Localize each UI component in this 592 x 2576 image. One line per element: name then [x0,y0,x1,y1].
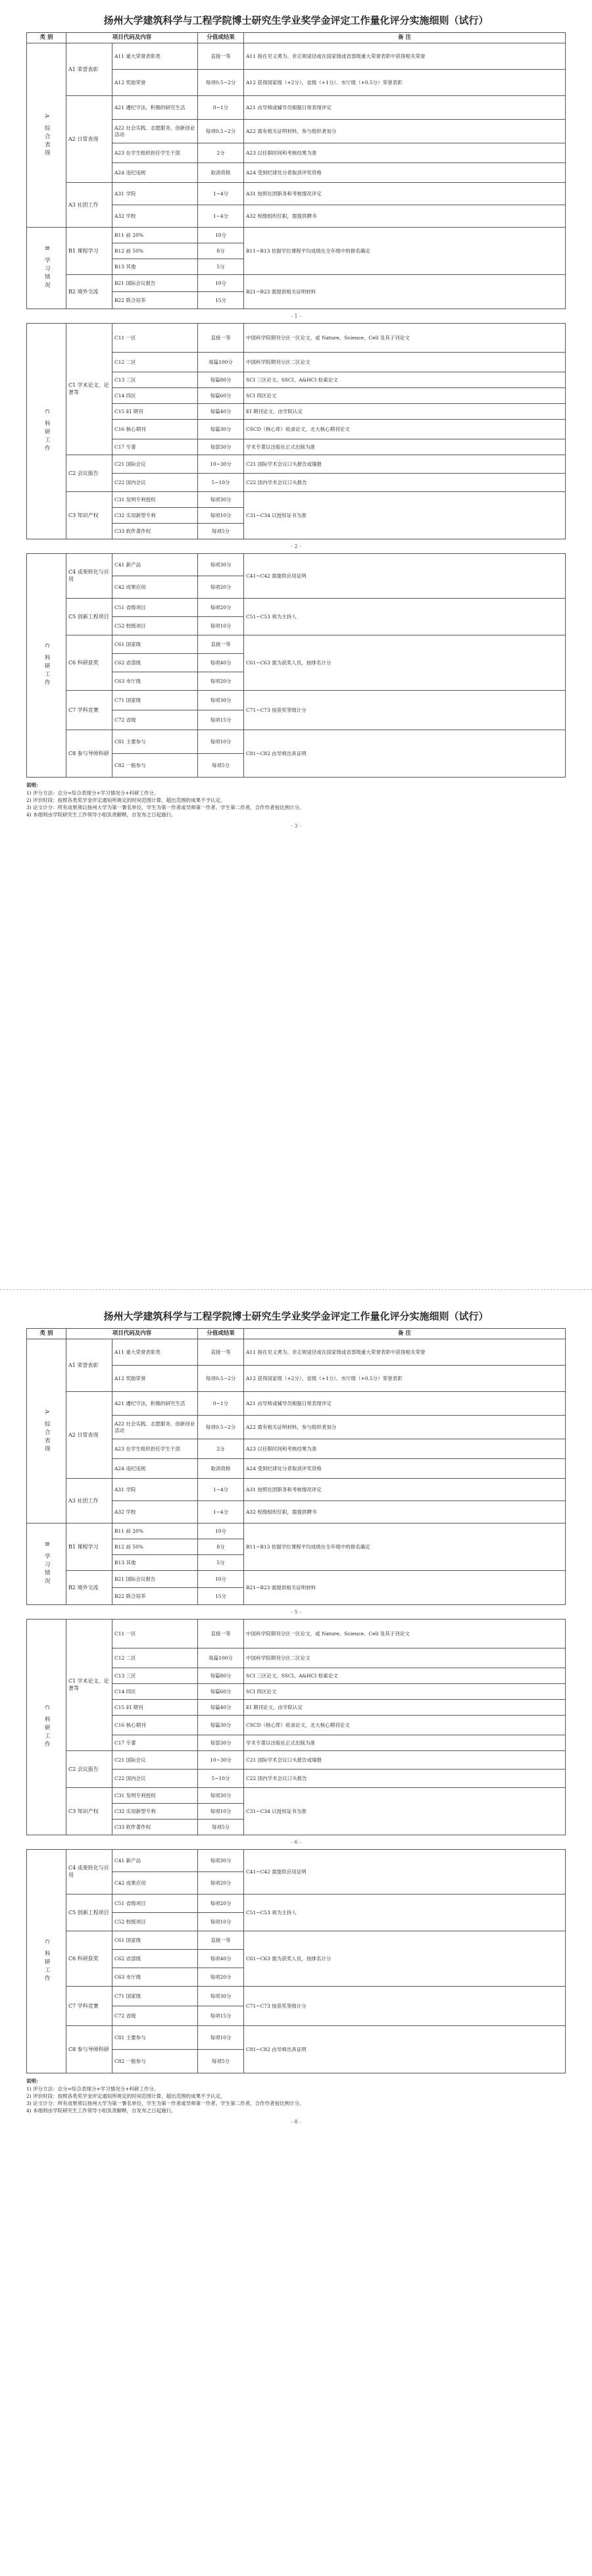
page-number: - 8 - [291,2118,301,2125]
table-row [27,96,566,120]
item-code: A24 违纪违规 [112,163,198,183]
group-c7: C7 学科竞赛 [66,1987,112,2026]
item-score: 每项10分 [198,617,244,635]
table-row [27,635,566,654]
item-code: C82 一般参与 [112,754,198,778]
item-code: A21 遵纪守法，积极的研究生活 [112,96,198,120]
item-code: C15 EI 期刊 [112,1700,198,1716]
item-score: 直接一等 [198,43,244,70]
item-score: 每项30分 [198,1850,244,1872]
item-code: C22 国内会议 [112,474,198,492]
page-separator [0,1289,592,1290]
table-row [27,1339,566,1366]
table-header-row [27,1329,566,1339]
doc-title: 扬州大学建筑科学与工程学院博士研究生学业奖学金评定工作量化评分实施细则（试行） [103,1310,489,1322]
item-remark: A11 指在见义勇为、非正规途径或在国家级或省部级重大荣誉表彰中获得相关荣誉 [244,43,566,70]
item-code: C41 新产品 [112,554,198,576]
item-code: C32 实用新型专利 [112,508,198,524]
item-code: B22 联合培养 [112,1588,198,1605]
header-remark: 备 注 [244,33,566,43]
item-remark: C81~C82 由导师出具证明 [244,730,566,778]
item-remark: C41~C42 需提供应用证明 [244,554,566,599]
table-row [27,43,566,70]
item-code: C16 核心期刊 [112,420,198,439]
item-score: 10分 [198,1571,244,1588]
item-remark: C21 国际学术会议口头报告或墙报 [244,455,566,474]
item-score: 每项10分 [198,2026,244,2050]
score-table-part2-copy [26,1619,566,1835]
item-score: 每项5分 [198,2050,244,2073]
item-score: 每项10分 [198,1804,244,1820]
table-row [27,1392,566,1416]
item-remark: B21~B23 需提供相关证明材料 [244,275,566,309]
group-b2: B2 境外交流 [66,1571,112,1605]
item-code: B21 国际会议报告 [112,275,198,292]
item-remark: A31 按照社团职务和考核情况评定 [244,183,566,205]
item-code: C31 发明专利授权 [112,1788,198,1804]
item-remark: B11~B13 依据学位课程平均成绩在全年级中的排名确定 [244,1523,566,1571]
table-row [27,691,566,710]
table-row [27,492,566,508]
item-remark: C61~C63 需为获奖人员，按排名计分 [244,1931,566,1987]
item-remark: EI 期刊论文，由学院认定 [244,1700,566,1716]
item-score: 每项5分 [198,1820,244,1835]
table-row [27,730,566,754]
category-c: C 科研工作 [27,1620,66,1835]
item-score: 直接一等 [198,1339,244,1366]
item-remark: C51~C53 须为主持人 [244,599,566,635]
item-code: C62 省部级 [112,654,198,672]
document-copy-1 [26,13,566,833]
item-score: 每项30分 [198,1788,244,1804]
group-c6: C6 科研获奖 [66,1931,112,1987]
item-score: 8分 [198,1539,244,1555]
item-code: C16 核心期刊 [112,1716,198,1735]
item-score: 1~4分 [198,1479,244,1501]
group-a2: A2 日常表现 [66,96,112,183]
item-code: A32 学校 [112,1501,198,1523]
item-score: 每篇80分 [198,372,244,388]
item-remark: 中国科学院期刊分区一区论文，或 Nature、Science、Cell 及其子刊论文 [244,1620,566,1648]
table-row [27,1895,566,1913]
item-score: 直接一等 [198,1620,244,1648]
item-code: C52 校级项目 [112,1913,198,1931]
item-score: 每篇60分 [198,388,244,404]
item-code: A11 重大荣誉表彰类 [112,1339,198,1366]
group-b1: B1 课程学习 [66,1523,112,1571]
item-remark: C71~C73 按获奖等级计分 [244,691,566,730]
item-code: C12 二区 [112,1648,198,1668]
item-code: C42 成果应用 [112,576,198,599]
item-code: B13 其他 [112,259,198,275]
item-score: 5~10分 [198,1770,244,1788]
category-c: C 科研工作 [27,324,66,539]
header-category: 类 别 [27,1329,66,1339]
item-score: 每项20分 [198,576,244,599]
item-code: C11 一区 [112,324,198,353]
item-score: 10~30分 [198,455,244,474]
note-item: 1) 评分方法：总分=综合表现分+学习情况分+科研工作分。 [26,2085,159,2092]
item-remark: SCI 三区论文、SSCI、A&HCI 检索论文 [244,372,566,388]
table-row [27,455,566,474]
item-remark: C71~C73 按获奖等级计分 [244,1987,566,2026]
item-score: 15分 [198,1588,244,1605]
item-score: 每篇30分 [198,420,244,439]
item-remark: A24 受到纪律处分者取消评奖资格 [244,163,566,183]
item-score: 每项10分 [198,508,244,524]
page-number: - 1 - [291,313,301,320]
item-remark: SCI 三区论文、SSCI、A&HCI 检索论文 [244,1668,566,1684]
item-remark: C61~C63 需为获奖人员，按排名计分 [244,635,566,691]
item-code: C14 四区 [112,388,198,404]
notes-heading: 说明： [26,2078,41,2085]
item-remark: A23 以任职时间和考核结果为准 [244,1439,566,1459]
item-remark: 中国科学院期刊分区一区论文，或 Nature、Science、Cell 及其子刊论文 [244,324,566,353]
item-remark: 学术专著以出版社正式出版为准 [244,439,566,455]
item-remark: A12 获得国家级（+2分）、省级（+1分）、市厅级（+0.5分）荣誉表彰 [244,1366,566,1392]
item-code: C52 校级项目 [112,617,198,635]
item-remark: SCI 四区论文 [244,1684,566,1700]
group-a1: A1 荣誉表彰 [66,1339,112,1392]
item-score: 每项20分 [198,1968,244,1987]
item-remark: A31 按照社团职务和考核情况评定 [244,1479,566,1501]
item-score: 直接一等 [198,1931,244,1950]
item-score: 8分 [198,243,244,259]
item-remark: A11 指在见义勇为、非正规途径或在国家级或省部级重大荣誉表彰中获得相关荣誉 [244,1339,566,1366]
table-row [27,1987,566,2006]
item-score: 每项20分 [198,599,244,617]
item-code: C21 国际会议 [112,1751,198,1770]
item-score: 1~4分 [198,205,244,228]
item-code: C62 省部级 [112,1950,198,1968]
item-score: 取消资格 [198,163,244,183]
item-remark: C31~C34 以授权证书为准 [244,1788,566,1835]
category-a: A 综合表现 [27,43,66,228]
item-code: C61 国家级 [112,635,198,654]
note-item: 4) 本细则由学院研究生工作领导小组负责解释，自发布之日起施行。 [26,2108,176,2114]
item-remark: A32 校级组织任职，需提供聘书 [244,1501,566,1523]
item-remark: SCI 四区论文 [244,388,566,404]
item-code: B11 前 20% [112,228,198,243]
table-row [27,1751,566,1770]
item-score: 5分 [198,259,244,275]
table-row [27,554,566,576]
item-score: 每项0.5~2分 [198,1416,244,1439]
item-score: 直接一等 [198,635,244,654]
item-score: 每篇60分 [198,1684,244,1700]
item-remark: C21 国际学术会议口头报告或墙报 [244,1751,566,1770]
item-score: 每项0.5~2分 [198,1366,244,1392]
item-score: 每项15分 [198,710,244,730]
item-score: 每项30分 [198,1987,244,2006]
item-code: A23 在学生组织担任学生干部 [112,1439,198,1459]
note-item: 2) 评价时段：按照各类奖学金评定通知所规定的时间范围计算，超出范围的成果不予认定。 [26,2093,226,2099]
group-c2: C2 会议报告 [66,1751,112,1788]
item-score: 每篇100分 [198,353,244,372]
item-score: 2分 [198,143,244,163]
item-remark: B21~B23 需提供相关证明材料 [244,1571,566,1605]
item-score: 每部30分 [198,1735,244,1751]
item-remark: 学术专著以出版社正式出版为准 [244,1735,566,1751]
item-code: C21 国际会议 [112,455,198,474]
table-row [27,1788,566,1804]
item-code: B12 前 50% [112,243,198,259]
table-row [27,1931,566,1950]
item-score: 5分 [198,1555,244,1571]
item-score: 每项5分 [198,524,244,539]
item-remark: A21 由导师或辅导员根据日常表现评定 [244,1392,566,1416]
doc-title: 扬州大学建筑科学与工程学院博士研究生学业奖学金评定工作量化评分实施细则（试行） [103,14,489,26]
item-score: 每项30分 [198,492,244,508]
group-c3: C3 知识产权 [66,492,112,539]
item-code: C32 实用新型专利 [112,1804,198,1820]
item-code: C14 四区 [112,1684,198,1700]
item-score: 直接一等 [198,324,244,353]
item-code: A31 学院 [112,183,198,205]
item-score: 取消资格 [198,1459,244,1479]
item-code: A12 奖励荣誉 [112,70,198,96]
item-code: C41 新产品 [112,1850,198,1872]
document-copy-2 [26,1309,566,2129]
group-c8: C8 参与导师科研 [66,730,112,778]
item-score: 每项40分 [198,654,244,672]
item-code: A24 违纪违规 [112,1459,198,1479]
item-remark: C31~C34 以授权证书为准 [244,492,566,539]
item-code: B11 前 20% [112,1523,198,1539]
group-a2: A2 日常表现 [66,1392,112,1479]
item-score: 2分 [198,1439,244,1459]
note-item: 3) 论文计分：所有成果须以扬州大学为第一署名单位，学生为第一作者或导师第一作者、学生第二作者，合作作者按比例计分。 [26,805,305,811]
item-remark: C41~C42 需提供应用证明 [244,1850,566,1895]
score-table-part3 [26,553,566,778]
page-number: - 5 - [291,1609,301,1616]
category-b: B 学习情况 [27,1523,66,1605]
table-row [27,1850,566,1872]
item-score: 每篇80分 [198,1668,244,1684]
item-score: 0~1分 [198,1392,244,1416]
group-c7: C7 学科竞赛 [66,691,112,730]
item-code: A21 遵纪守法，积极的研究生活 [112,1392,198,1416]
item-code: C71 国家级 [112,691,198,710]
category-c-cont: C 科研工作 [27,554,66,778]
item-code: B21 国际会议报告 [112,1571,198,1588]
group-b2: B2 境外交流 [66,275,112,309]
group-c5: C5 创新工程项目 [66,1895,112,1931]
item-code: A22 社会实践、志愿服务、创新创业活动 [112,120,198,143]
item-score: 每项5分 [198,754,244,778]
score-table-part1-copy [26,1328,566,1605]
item-remark: 中国科学院期刊分区二区论文 [244,1648,566,1668]
item-remark: A22 需有相关证明材料，参与组织者加分 [244,1416,566,1439]
table-row [27,324,566,353]
item-code: C81 主要参与 [112,2026,198,2050]
table-row [27,1620,566,1648]
group-b1: B1 课程学习 [66,228,112,275]
header-code: 项目代码及内容 [66,33,198,43]
item-code: C13 三区 [112,372,198,388]
item-code: C82 一般参与 [112,2050,198,2073]
page-number: - 2 - [291,543,301,550]
item-score: 每项40分 [198,1950,244,1968]
item-code: C63 市厅级 [112,672,198,691]
group-c2: C2 会议报告 [66,455,112,492]
item-remark: A23 以任职时间和考核结果为准 [244,143,566,163]
item-code: C61 国家级 [112,1931,198,1950]
item-code: C22 国内会议 [112,1770,198,1788]
note-item: 3) 论文计分：所有成果须以扬州大学为第一署名单位，学生为第一作者或导师第一作者、学生第二作者，合作作者按比例计分。 [26,2100,305,2107]
item-remark: A24 受到纪律处分者取消评奖资格 [244,1459,566,1479]
item-code: A12 奖励荣誉 [112,1366,198,1392]
notes-heading: 说明： [26,782,41,789]
item-score: 每篇40分 [198,1700,244,1716]
table-row [27,183,566,205]
item-code: A32 学校 [112,205,198,228]
item-code: C31 发明专利授权 [112,492,198,508]
table-row [27,1479,566,1501]
item-code: C72 省级 [112,710,198,730]
note-item: 4) 本细则由学院研究生工作领导小组负责解释，自发布之日起施行。 [26,812,176,818]
item-score: 每篇100分 [198,1648,244,1668]
header-score: 分值或结果 [198,1329,244,1339]
item-code: C15 EI 期刊 [112,404,198,420]
item-code: B12 前 50% [112,1539,198,1555]
group-c1: C1 学术论文、论著等 [66,1620,112,1751]
item-code: A31 学院 [112,1479,198,1501]
table-row [27,1523,566,1539]
item-remark: A22 需有相关证明材料，参与组织者加分 [244,120,566,143]
item-remark: A32 校级组织任职，需提供聘书 [244,205,566,228]
note-item: 1) 评分方法：总分=综合表现分+学习情况分+科研工作分。 [26,789,159,796]
table-row [27,1571,566,1588]
group-c1: C1 学术论文、论著等 [66,324,112,455]
item-remark: C81~C82 由导师出具证明 [244,2026,566,2073]
item-score: 每项20分 [198,1895,244,1913]
item-code: C42 成果应用 [112,1872,198,1895]
item-score: 每篇30分 [198,1716,244,1735]
item-score: 每部30分 [198,439,244,455]
table-row [27,2026,566,2050]
item-code: A23 在学生组织担任学生干部 [112,143,198,163]
item-code: C17 专著 [112,439,198,455]
category-a: A 综合表现 [27,1339,66,1523]
group-c3: C3 知识产权 [66,1788,112,1835]
header-score: 分值或结果 [198,33,244,43]
group-a1: A1 荣誉表彰 [66,43,112,96]
item-code: A22 社会实践、志愿服务、创新创业活动 [112,1416,198,1439]
item-remark: CSCD（核心库）收录论文，北大核心期刊论文 [244,1716,566,1735]
table-header-row [27,33,566,43]
item-score: 0~1分 [198,96,244,120]
group-c4: C4 成果转化与应用 [66,554,112,599]
item-code: C33 软件著作权 [112,1820,198,1835]
item-score: 每项30分 [198,691,244,710]
item-score: 10分 [198,1523,244,1539]
item-remark: A12 获得国家级（+2分）、省级（+1分）、市厅级（+0.5分）荣誉表彰 [244,70,566,96]
note-item: 2) 评价时段：按照各类奖学金评定通知所规定的时间范围计算，超出范围的成果不予认定。 [26,797,226,803]
page-number: - 6 - [291,1839,301,1846]
item-code: B13 其他 [112,1555,198,1571]
score-table-part1 [26,32,566,309]
item-score: 每项20分 [198,672,244,691]
group-c6: C6 科研获奖 [66,635,112,691]
item-remark: C51~C53 须为主持人 [244,1895,566,1931]
item-score: 每项10分 [198,1913,244,1931]
table-row [27,275,566,292]
item-score: 10分 [198,228,244,243]
item-code: C81 主要参与 [112,730,198,754]
table-row [27,228,566,243]
item-code: C51 省级项目 [112,1895,198,1913]
group-a3: A3 社团工作 [66,183,112,228]
item-score: 5~10分 [198,474,244,492]
group-c8: C8 参与导师科研 [66,2026,112,2073]
item-remark: C22 国内学术会议口头报告 [244,474,566,492]
item-code: C11 一区 [112,1620,198,1648]
header-remark: 备 注 [244,1329,566,1339]
category-b: B 学习情况 [27,228,66,309]
item-score: 10分 [198,275,244,292]
item-code: C51 省级项目 [112,599,198,617]
item-remark: C22 国内学术会议口头报告 [244,1770,566,1788]
score-table-part2 [26,323,566,539]
item-code: C13 三区 [112,1668,198,1684]
category-c-cont: C 科研工作 [27,1850,66,2073]
item-score: 每项30分 [198,554,244,576]
notes [26,781,566,818]
item-score: 15分 [198,292,244,309]
item-remark: A21 由导师或辅导员根据日常表现评定 [244,96,566,120]
item-score: 每项20分 [198,1872,244,1895]
item-score: 每项0.5~2分 [198,70,244,96]
notes [26,2077,566,2114]
header-code: 项目代码及内容 [66,1329,198,1339]
item-code: C71 国家级 [112,1987,198,2006]
item-score: 每项0.5~2分 [198,120,244,143]
item-code: B22 联合培养 [112,292,198,309]
item-score: 1~4分 [198,1501,244,1523]
item-score: 1~4分 [198,183,244,205]
score-table-part3-copy [26,1849,566,2073]
page-number: - 3 - [291,822,301,829]
item-code: C33 软件著作权 [112,524,198,539]
table-row [27,599,566,617]
item-code: C12 二区 [112,353,198,372]
group-a3: A3 社团工作 [66,1479,112,1523]
item-code: A11 重大荣誉表彰类 [112,43,198,70]
item-code: C17 专著 [112,1735,198,1751]
group-c5: C5 创新工程项目 [66,599,112,635]
group-c4: C4 成果转化与应用 [66,1850,112,1895]
item-remark: 中国科学院期刊分区二区论文 [244,353,566,372]
item-score: 10~30分 [198,1751,244,1770]
item-remark: B11~B13 依据学位课程平均成绩在全年级中的排名确定 [244,228,566,275]
item-code: C63 市厅级 [112,1968,198,1987]
item-code: C72 省级 [112,2006,198,2026]
header-category: 类 别 [27,33,66,43]
item-score: 每项10分 [198,730,244,754]
item-score: 每篇40分 [198,404,244,420]
item-score: 每项15分 [198,2006,244,2026]
item-remark: EI 期刊论文，由学院认定 [244,404,566,420]
item-remark: CSCD（核心库）收录论文，北大核心期刊论文 [244,420,566,439]
